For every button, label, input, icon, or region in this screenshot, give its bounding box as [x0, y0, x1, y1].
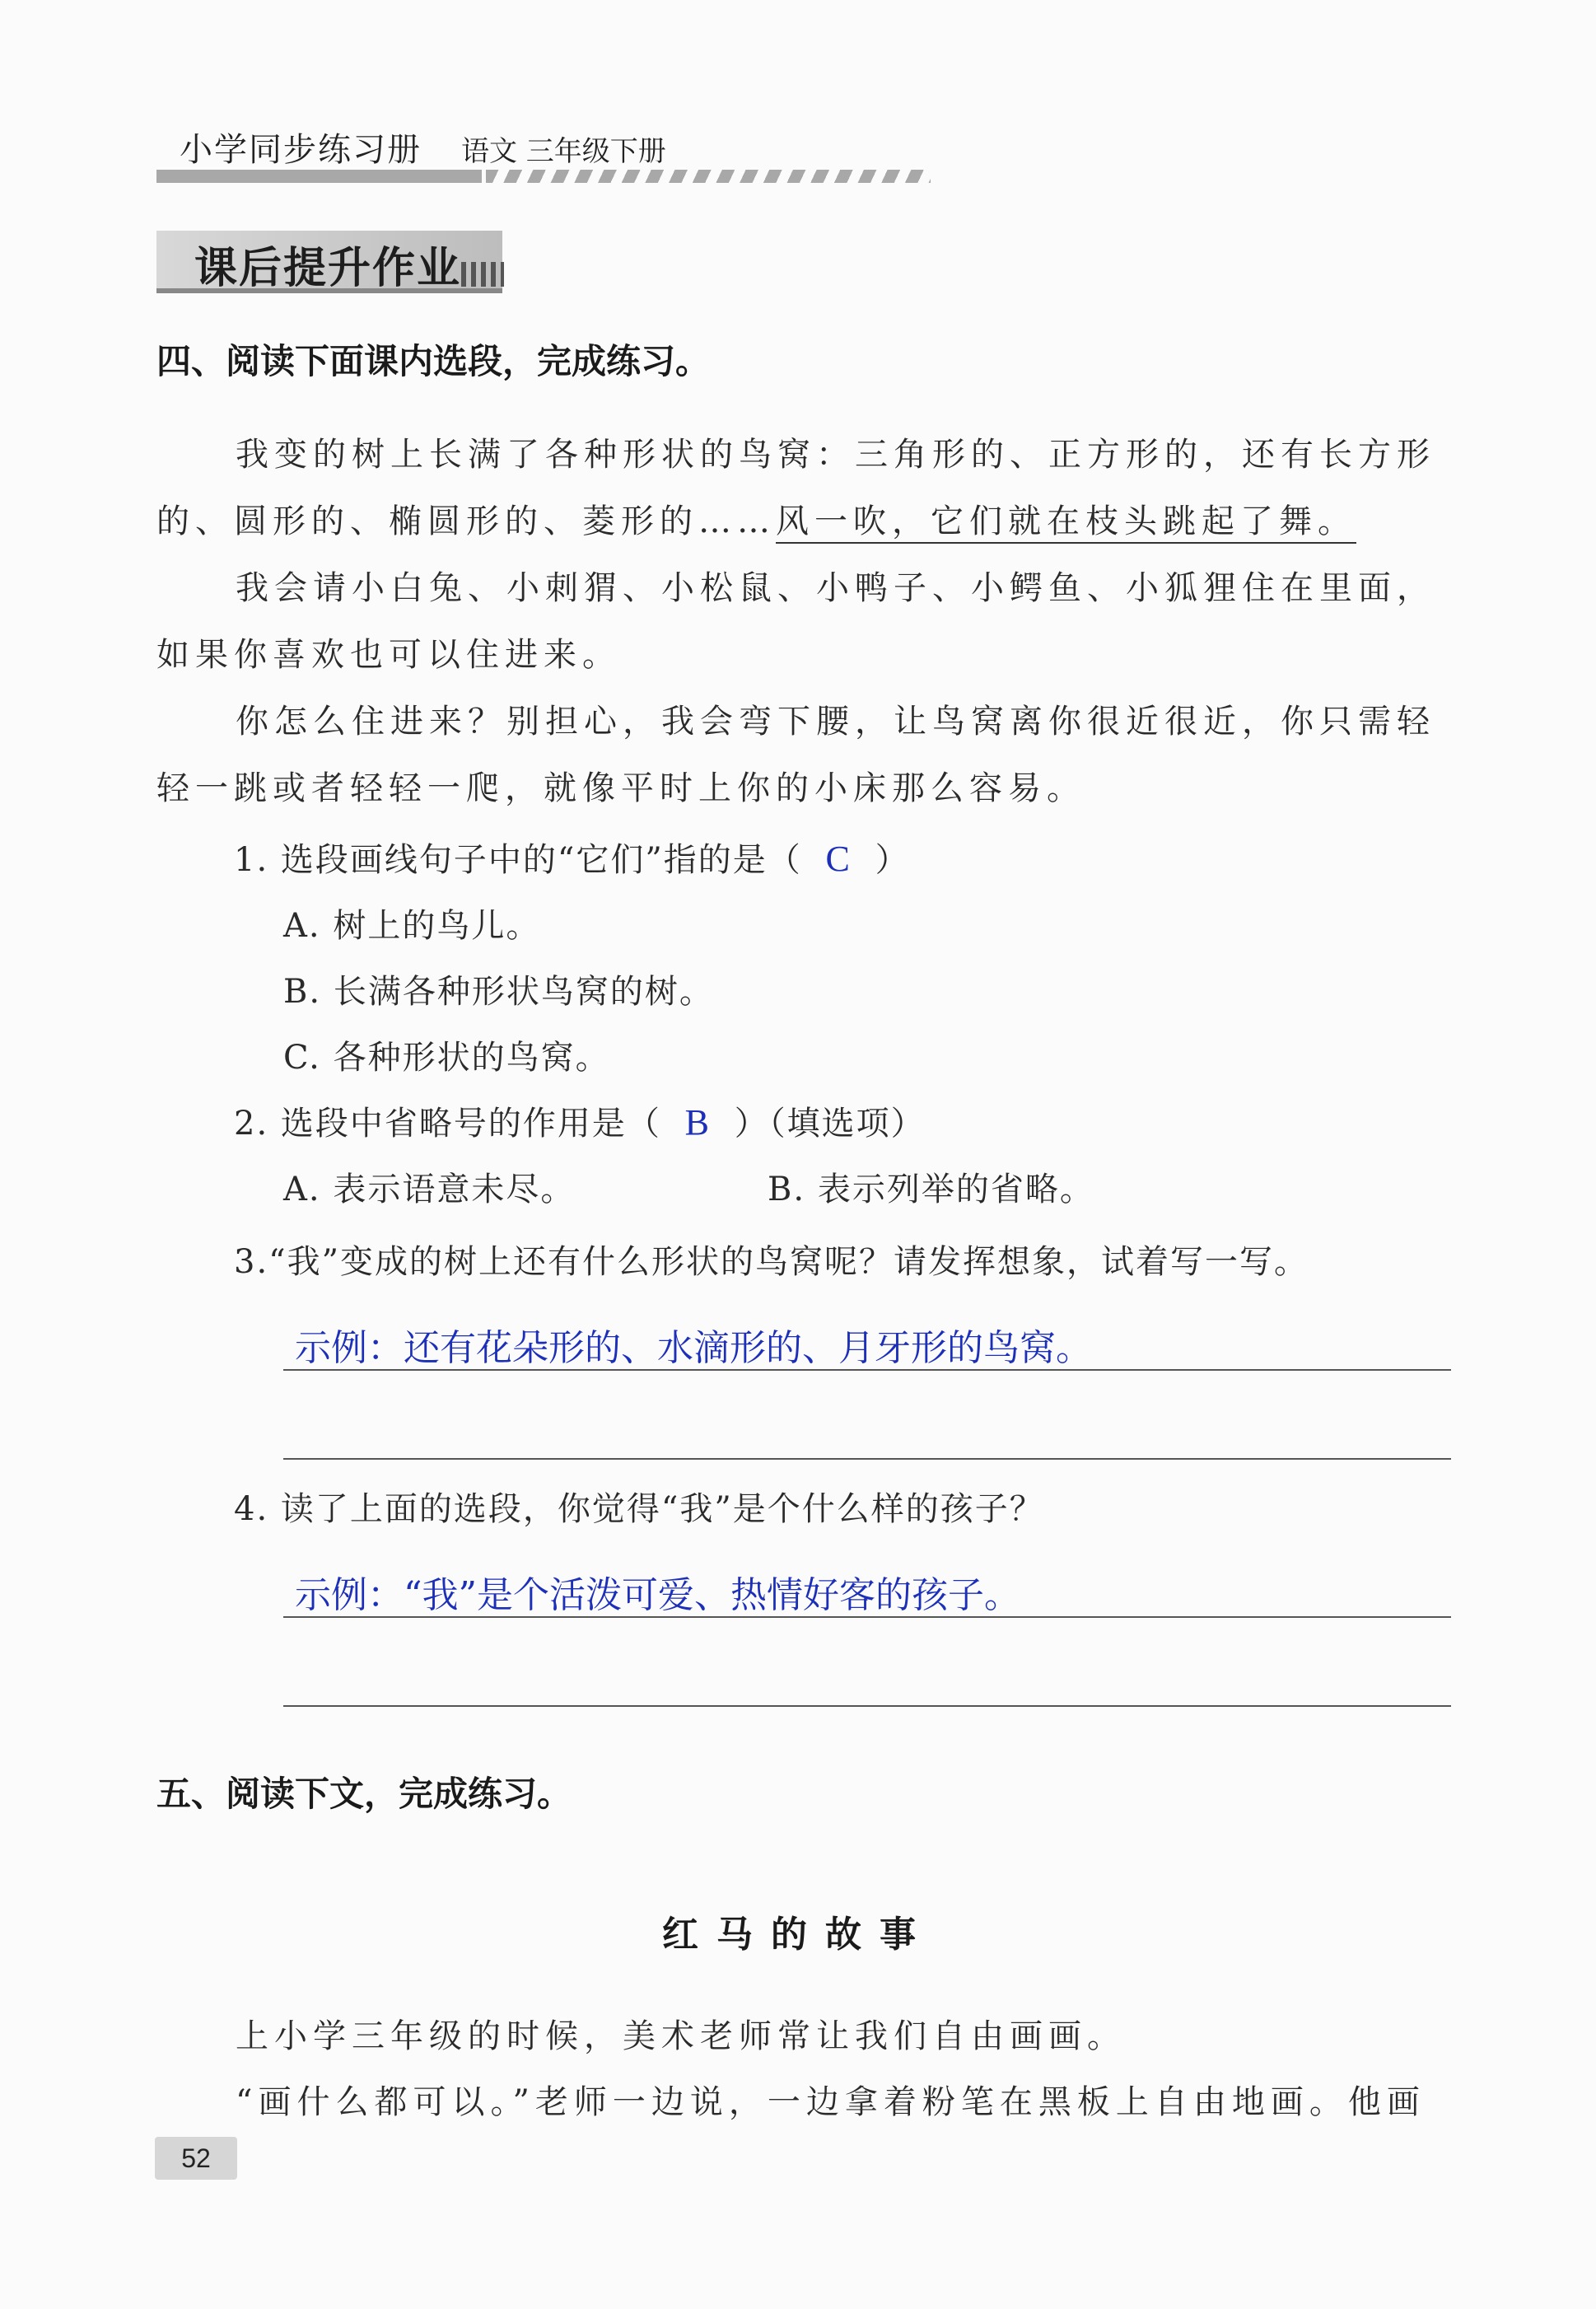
answer-line	[283, 1705, 1451, 1707]
question-1-stem-end: ）	[875, 841, 910, 879]
question-2-stem: 2. 选段中省略号的作用是（	[234, 1105, 661, 1143]
answer-line	[283, 1369, 1451, 1371]
answer-line	[283, 1616, 1451, 1618]
story-paragraph-2: “画什么都可以。”老师一边说，一边拿着粉笔在黑板上自由地画。他画	[236, 2083, 1426, 2121]
question-1-option-b: B. 长满各种形状鸟窝的树。	[283, 973, 714, 1011]
q5-heading: 五、阅读下文，完成练习。	[156, 1774, 572, 1814]
passage-paragraph-1	[156, 422, 1449, 555]
question-2-answer: B	[684, 1102, 711, 1143]
section-banner-stripes	[461, 262, 504, 287]
question-2-option-b: B. 表示列举的省略。	[768, 1171, 1094, 1208]
underlined-sentence: 风一吹，它们就在枝头跳起了舞。	[776, 502, 1356, 544]
question-2-option-a: A. 表示语意未尽。	[283, 1171, 576, 1208]
question-2	[234, 1097, 926, 1144]
question-1-stem: 1. 选段画线句子中的“它们”指的是（	[234, 841, 802, 879]
question-1-answer: C	[825, 839, 852, 879]
answer-line	[283, 1458, 1451, 1460]
question-1-option-a: A. 树上的鸟儿。	[283, 907, 541, 945]
passage-p1-text: 我变的树上长满了各种形状的鸟窝：三角形的、正方形的，还有长方形的、圆形的、椭圆形的、菱形的……	[156, 436, 1435, 540]
story-title: 红马的故事	[662, 1914, 934, 1956]
question-1	[234, 834, 910, 881]
story-paragraph-1: 上小学三年级的时候，美术老师常让我们自由画画。	[236, 2017, 1126, 2055]
question-3-stem: 3.“我”变成的树上还有什么形状的鸟窝呢？请发挥想象，试着写一写。	[234, 1243, 1309, 1281]
question-1-option-c: C. 各种形状的鸟窝。	[283, 1039, 610, 1077]
q4-heading: 四、阅读下面课内选段，完成练习。	[156, 341, 711, 381]
header-rule-dashes	[486, 170, 931, 183]
section-title: 课后提升作业	[194, 244, 462, 293]
subject-grade: 语文 三年级下册	[461, 135, 666, 168]
question-4-answer: 示例：“我”是个活泼可爱、热情好客的孩子。	[295, 1574, 1020, 1616]
question-2-stem-end: ）（填选项）	[734, 1105, 926, 1143]
question-4-stem: 4. 读了上面的选段，你觉得“我”是个什么样的孩子？	[234, 1490, 1044, 1528]
book-title: 小学同步练习册	[180, 131, 422, 169]
page-number: 52	[155, 2137, 237, 2180]
passage-paragraph-3: 你怎么住进来？别担心，我会弯下腰，让鸟窝离你很近很近，你只需轻轻一跳或者轻轻一爬，就像平时上你的小床那么容易。	[156, 703, 1435, 807]
passage-paragraph-2: 我会请小白兔、小刺猬、小松鼠、小鸭子、小鳄鱼、小狐狸住在里面，如果你喜欢也可以住进来。	[156, 569, 1435, 674]
question-3-answer: 示例：还有花朵形的、水滴形的、月牙形的鸟窝。	[295, 1327, 1092, 1369]
